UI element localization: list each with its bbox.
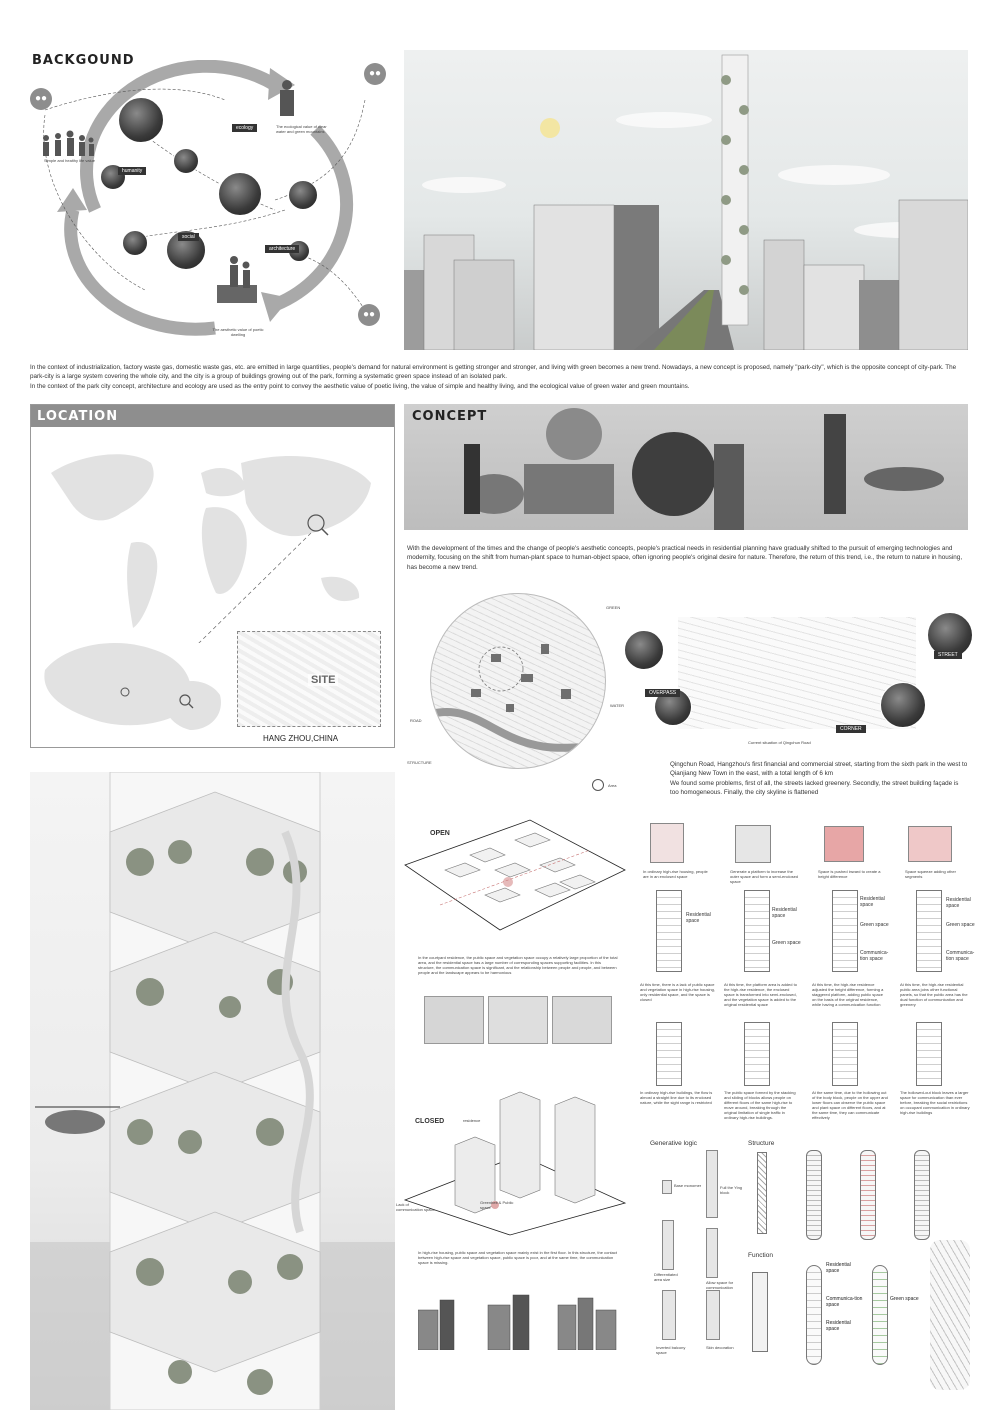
background-paragraph-1: In the context of industrialization, factory waste gas, domestic waste gas, etc. are emitted in large quantities, people's demand for natural environment is getting stronger and stronger, and living with green becomes a new trend. Nowadays, a new concept is proposed, namely "park-city", which is the opposite concept of city-park. The park-city is a large system covering the whole city, and the city is a group of buildings growing out of the park, forming a systematic green space instead of an isolated park. (30, 364, 957, 381)
closed-diagram (400, 1085, 630, 1240)
tower-flow-3 (832, 1022, 858, 1086)
step-cube-3 (824, 826, 864, 862)
mid-caption-3: At this time, the high-rise residence adjusted the height difference, forming a staggered platform, adding public space on the basis of the original residence, while having a communication function (812, 982, 884, 1007)
label-residential: Residential space (860, 896, 885, 908)
step-caption-3: Space is pushed inward to create a height difference (818, 869, 881, 879)
step-caption-2: Generate a platform to increase the outer space and form a semi-enclosed space (730, 869, 799, 884)
tag-ecology: ecology (232, 124, 257, 132)
label-residential: Residential space (686, 912, 711, 924)
tag-humanity: humanity (118, 167, 146, 175)
label-communication: Communica-tion space (946, 950, 975, 962)
structure-title: Structure (748, 1140, 775, 1147)
note-ecology: The ecological value of clear water and green mountains (276, 124, 327, 134)
illustration-2 (488, 996, 548, 1044)
logic-label-skin: Skin decoration (706, 1345, 734, 1350)
location-caption: HANG ZHOU,CHINA (263, 734, 339, 743)
location-title: LOCATION (37, 409, 119, 424)
world-map (41, 433, 386, 643)
label-residential: Residential space (772, 907, 797, 919)
function-label-residential-top: Residential space (826, 1262, 851, 1274)
structure-render (930, 1240, 970, 1390)
logic-label-balcony: Inverted balcony space (656, 1345, 686, 1355)
tower-rendering (30, 772, 395, 1410)
step-cube-2 (735, 825, 771, 863)
tower-step-1 (656, 890, 682, 972)
bottom-caption-4: The hollowed-out block leaves a larger space for communication than ever before, breaking the social restrictions on occupant communication in ordinary high-rise buildings (900, 1090, 970, 1115)
function-title: Function (748, 1252, 773, 1259)
structure-tower-3 (860, 1150, 876, 1240)
function-label-green: Green space (890, 1296, 919, 1302)
tower-flow-1 (656, 1022, 682, 1086)
logic-label-diff: Differentiated area size (654, 1272, 678, 1282)
photo-circle (624, 630, 664, 670)
legend-area-icon (592, 779, 604, 791)
function-tower-b (872, 1265, 888, 1365)
site-circle-map (430, 593, 606, 769)
photo-circle (288, 180, 318, 210)
label-residential: Residential space (946, 897, 971, 909)
map-label-green: GREEN (606, 605, 621, 610)
structure-tower-2 (806, 1150, 822, 1240)
closed-title: CLOSED (415, 1118, 445, 1125)
tower-step-3 (832, 890, 858, 972)
tag-overpass: OVERPASS (645, 689, 680, 697)
structure-tower-4 (914, 1150, 930, 1240)
tower-step-4 (916, 890, 942, 972)
structure-tower-1 (757, 1152, 767, 1234)
tower-step-2 (744, 890, 770, 972)
closed-label-residence: residence (463, 1118, 481, 1123)
generative-logic-title: Generative logic (650, 1140, 697, 1147)
tag-social: social (178, 233, 199, 241)
tag-corner: CORNER (836, 725, 866, 733)
illustration-1 (424, 996, 484, 1044)
step-caption-1: In ordinary high-rise housing, people are in an enclosed space (643, 869, 708, 879)
mid-caption-2: At this time, the platform area is added to the high-rise residence, the enclosed space is transformed into semi-enclosed, and the vegetation space is added to the original residential space (724, 982, 797, 1007)
logic-label-full: Full the Ying block (720, 1185, 743, 1195)
closed-text: In high-rise housing, public space and vegetation space mainly exist in the first floor. In this structure, the contact between high-rise space and vegetation space, public space is poor, and at the same time, the communication space is missing. (418, 1250, 617, 1265)
concept-banner (404, 404, 968, 530)
current-situation-caption: Current situation of Qingchun Road (748, 740, 811, 745)
tag-architecture: architecture (265, 245, 299, 253)
function-label-residential-bottom: Residential space (826, 1320, 851, 1332)
bottom-caption-3: At the same time, due to the hollowing out of the body block, people on the upper and lower floors can observe the public space and plant space on different floors, and at the same time, they can communicate effectively (812, 1090, 888, 1120)
bottom-caption-2: The public space formed by the stacking and sliding of blocks allows people on different floors of the same high-rise to move around, breaking through the original limitation of single traffic in ordinary high-rise buildings. (724, 1090, 796, 1120)
site-inset-map (237, 631, 381, 727)
concept-title: CONCEPT (412, 409, 488, 424)
open-text: In the courtyard residence, the public space and vegetation space occupy a relatively large proportion of the total area, and the residential space has a large number of corresponding spaces supporting facilities. In this structure, the communication space is significant, and the relationship between people and people, and between people and the landscape appears to be harmonious (418, 955, 618, 975)
china-map (35, 630, 250, 745)
background-paragraph-2: In the context of the park city concept, architecture and ecology are used as the entry point to convey the aesthetic value of poetic living, the value of simple and healthy living, and the ecological value of green water and green mountains. (30, 383, 690, 390)
hero-rendering (404, 50, 968, 350)
logic-label-base: Base monomer (674, 1183, 702, 1188)
photo-circle (880, 682, 926, 728)
label-communication: Communica-tion space (860, 950, 889, 962)
mid-caption-1: At this time, there is a lack of public space and vegetation space in high-rise housing, only residential space, and the space is closed (640, 982, 715, 1002)
note-poetic: The aesthetic value of poetic dwelling (212, 327, 264, 337)
mid-caption-4: At this time, the high-rise residential public area joins other functional panels, so that the public area has the dual function of communication and greenery (900, 982, 968, 1007)
label-green: Green space (860, 922, 889, 928)
map-label-road: ROAD (410, 718, 422, 723)
people-icon: ●● (30, 88, 52, 110)
legend-area-label: Area (608, 783, 617, 788)
illustration-3 (552, 996, 612, 1044)
map-label-water: WATER (610, 703, 624, 708)
function-label-communication: Communica-tion space (826, 1296, 863, 1308)
function-tower-a (806, 1265, 822, 1365)
tower-flow-2 (744, 1022, 770, 1086)
label-green: Green space (772, 940, 801, 946)
people-icon: ●● (364, 63, 386, 85)
logic-base-monomer (662, 1180, 672, 1194)
people-icon: ●● (358, 304, 380, 326)
label-green: Green space (946, 922, 975, 928)
tower-flow-4 (916, 1022, 942, 1086)
logic-communication (706, 1228, 718, 1278)
concept-paragraph: With the development of the times and the change of people's aesthetic concepts, people's practical needs in residential planning have gradually shifted to the pursuit of emerging technologies and modernity, focusing on the shift from human-plant space to human-object space, often ignoring people's original desire for nature. Therefore, the return of this trend, i.e., the return to nature in housing, has become a new trend. (407, 545, 963, 571)
note-healthy: Simple and healthy life value (44, 158, 95, 163)
map-label-structure: STRUCTURE (407, 760, 432, 765)
step-cube-4 (908, 826, 952, 862)
site-label: SITE (308, 674, 338, 686)
logic-label-comm: Allow space for communication (706, 1280, 734, 1290)
function-stack (752, 1272, 768, 1352)
location-panel (30, 404, 395, 748)
closed-label-green: Greenbelt & Public space (480, 1200, 514, 1210)
photo-circle (122, 230, 148, 256)
photo-circle (218, 172, 262, 216)
open-diagram (400, 810, 630, 950)
closed-label-lack: Lack of communication space (396, 1202, 435, 1212)
skyline-sketch (418, 1290, 623, 1350)
bottom-caption-1: In ordinary high-rise buildings, the flow is almost a straight line due to its enclosed nature, while the sight range is restricted (640, 1090, 713, 1105)
photo-circle (173, 148, 199, 174)
logic-skin (706, 1290, 720, 1340)
step-caption-4: Space squeeze adding other segments (905, 869, 956, 879)
photo-circle (118, 97, 164, 143)
logic-differentiated (662, 1220, 674, 1270)
step-cube-1 (650, 823, 684, 863)
open-title: OPEN (430, 830, 450, 837)
logic-inverted-balcony (662, 1290, 676, 1340)
background-cycle-diagram (25, 60, 400, 350)
site-paragraph-1: Qingchun Road, Hangzhou's first financial and commercial street, starting from the sixth park in the west to Qianjiang New Town in the east, with a total length of 6 km (670, 761, 968, 778)
tag-street: STREET (934, 651, 962, 659)
site-paragraph-2: We found some problems, first of all, the streets lacked greenery. Secondly, the street building façade is too homogeneous. Finally, the city skyline is flattened (670, 780, 959, 797)
logic-full-block (706, 1150, 718, 1218)
background-title: BACKGOUND (32, 53, 135, 68)
